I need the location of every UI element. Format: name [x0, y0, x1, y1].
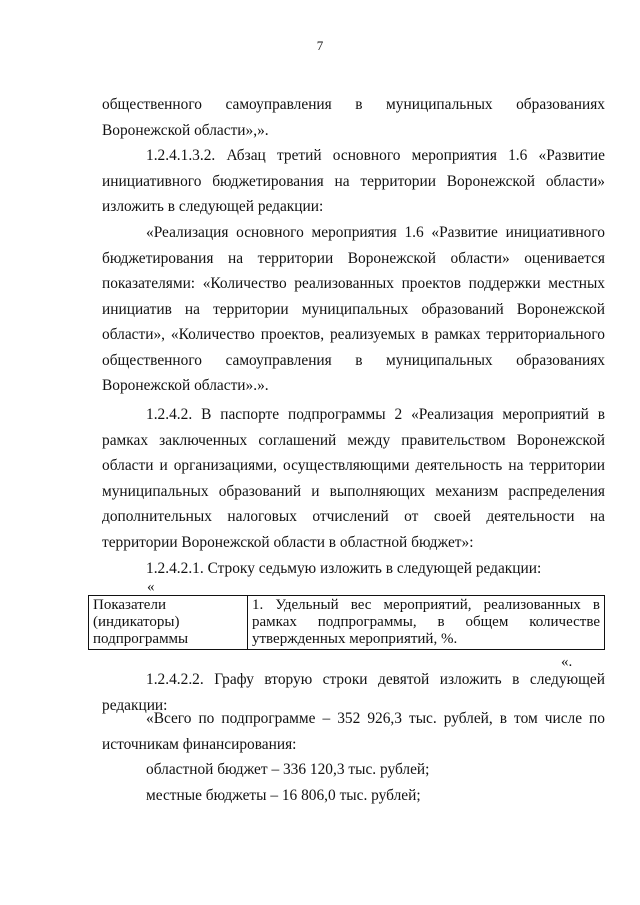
table-cell-indicators-label: Показатели (индикаторы) подпрограммы	[89, 596, 248, 650]
closing-quote: «.	[561, 654, 573, 670]
table-cell-indicators-value: 1. Удельный вес мероприятий, реализованных в рамках подпрограммы, в общем количестве утвержденных мероприятий, %.	[248, 596, 605, 650]
paragraph-9: местные бюджеты – 16 806,0 тыс. рублей;	[146, 787, 421, 804]
opening-quote: «	[147, 579, 155, 595]
page-number: 7	[316, 38, 324, 53]
table-row	[89, 596, 605, 650]
paragraph-8: областной бюджет – 336 120,3 тыс. рублей;	[146, 761, 430, 778]
paragraph-3: «Реализация основного мероприятия 1.6 «Развитие инициативного бюджетирования на территории Воронежской области» оценивается показателями: «Количество реализованных проектов поддержки местных инициатив на территории муниципальных образований Воронежской области», «Количество проектов, реализуемых в рамках территориального общественного самоуправления в муниципальных образованиях Воронежской области».».	[102, 224, 605, 394]
paragraph-2: 1.2.4.1.3.2. Абзац третий основного мероприятия 1.6 «Развитие инициативного бюджетирования на территории Воронежской области» изложить в следующей редакции:	[102, 147, 605, 215]
paragraph-5: 1.2.4.2.1. Строку седьмую изложить в следующей редакции:	[146, 560, 542, 577]
paragraph-4: 1.2.4.2. В паспорте подпрограммы 2 «Реализация мероприятий в рамках заключенных соглашений между правительством Воронежской области и организациями, осуществляющими деятельность на территории муниципальных образований и выполняющих механизм распределения дополнительных налоговых отчислений от своей деятельности на территории Воронежской области в областной бюджет»:	[102, 406, 605, 551]
paragraph-6: 1.2.4.2.2. Графу вторую строки девятой изложить в следующей редакции:	[102, 671, 605, 714]
paragraph-1: общественного самоуправления в муниципальных образованиях Воронежской области»,».	[102, 96, 605, 139]
indicators-table	[88, 595, 605, 650]
paragraph-7: «Всего по подпрограмме – 352 926,3 тыс. рублей, в том числе по источникам финансирования:	[102, 710, 605, 753]
